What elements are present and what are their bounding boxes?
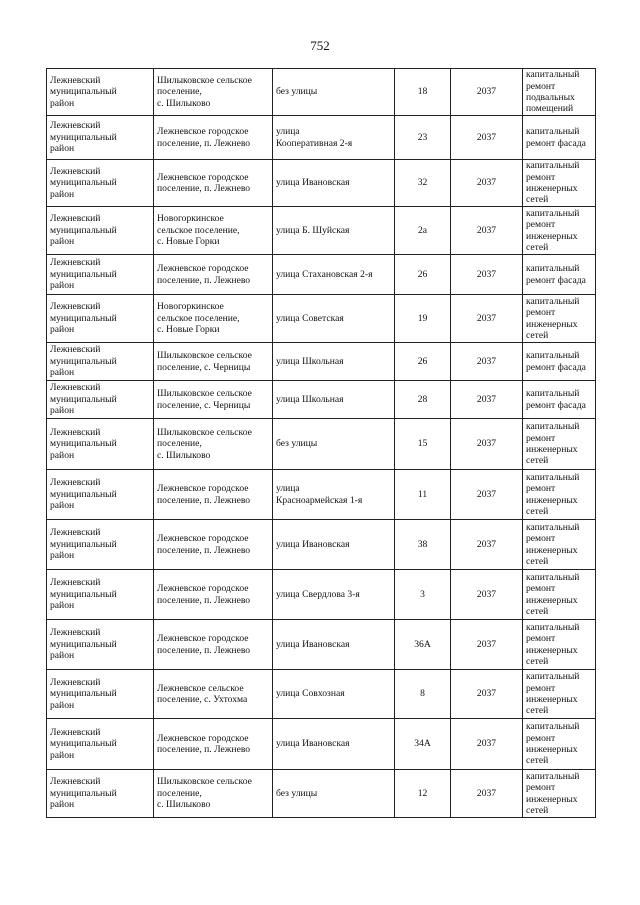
house-number-cell: 19 — [395, 295, 451, 343]
house-number-cell: 28 — [395, 381, 451, 419]
street-cell: улица Школьная — [273, 381, 395, 419]
street-cell: улица Школьная — [273, 343, 395, 381]
house-number-cell: 32 — [395, 160, 451, 207]
district-cell: Лежневский муниципальный район — [47, 69, 154, 116]
district-cell: Лежневский муниципальный район — [47, 343, 154, 381]
table-row — [47, 69, 596, 116]
house-number-cell: 11 — [395, 470, 451, 520]
street-cell: улица Совхозная — [273, 670, 395, 719]
district-cell: Лежневский муниципальный район — [47, 255, 154, 295]
table-row — [47, 160, 596, 207]
settlement-cell: Шилыковское сельское поселение, с. Черницы — [154, 381, 273, 419]
district-cell: Лежневский муниципальный район — [47, 620, 154, 670]
house-number-cell: 34А — [395, 719, 451, 770]
work-type-cell: капитальный ремонт инженерных сетей — [523, 470, 596, 520]
year-cell: 2037 — [451, 419, 523, 470]
settlement-cell: Шилыковское сельское поселение, с. Черницы — [154, 343, 273, 381]
settlement-cell: Лежневское городское поселение, п. Лежнево — [154, 620, 273, 670]
street-cell: улица Ивановская — [273, 160, 395, 207]
house-number-cell: 15 — [395, 419, 451, 470]
year-cell: 2037 — [451, 620, 523, 670]
year-cell: 2037 — [451, 160, 523, 207]
settlement-cell: Лежневское сельское поселение, с. Ухтохма — [154, 670, 273, 719]
repair-schedule-table — [46, 68, 596, 818]
district-cell: Лежневский муниципальный район — [47, 381, 154, 419]
table-row — [47, 470, 596, 520]
settlement-cell: Лежневское городское поселение, п. Лежнево — [154, 719, 273, 770]
street-cell: без улицы — [273, 770, 395, 818]
year-cell: 2037 — [451, 343, 523, 381]
street-cell: улица Ивановская — [273, 520, 395, 570]
year-cell: 2037 — [451, 381, 523, 419]
year-cell: 2037 — [451, 670, 523, 719]
district-cell: Лежневский муниципальный район — [47, 520, 154, 570]
district-cell: Лежневский муниципальный район — [47, 160, 154, 207]
table-row — [47, 570, 596, 620]
house-number-cell: 26 — [395, 343, 451, 381]
street-cell: улица Ивановская — [273, 620, 395, 670]
house-number-cell: 12 — [395, 770, 451, 818]
table-row — [47, 255, 596, 295]
district-cell: Лежневский муниципальный район — [47, 470, 154, 520]
settlement-cell: Лежневское городское поселение, п. Лежнево — [154, 570, 273, 620]
year-cell: 2037 — [451, 570, 523, 620]
year-cell: 2037 — [451, 719, 523, 770]
street-cell: улица Стахановская 2-я — [273, 255, 395, 295]
district-cell: Лежневский муниципальный район — [47, 719, 154, 770]
year-cell: 2037 — [451, 520, 523, 570]
street-cell: без улицы — [273, 419, 395, 470]
street-cell: улица Советская — [273, 295, 395, 343]
settlement-cell: Лежневское городское поселение, п. Лежнево — [154, 116, 273, 160]
settlement-cell: Новогоркинское сельское поселение, с. Новые Горки — [154, 295, 273, 343]
work-type-cell: капитальный ремонт инженерных сетей — [523, 520, 596, 570]
work-type-cell: капитальный ремонт инженерных сетей — [523, 419, 596, 470]
district-cell: Лежневский муниципальный район — [47, 419, 154, 470]
table-row — [47, 295, 596, 343]
district-cell: Лежневский муниципальный район — [47, 770, 154, 818]
settlement-cell: Лежневское городское поселение, п. Лежнево — [154, 160, 273, 207]
settlement-cell: Шилыковское сельское поселение, с. Шилыково — [154, 419, 273, 470]
house-number-cell: 36А — [395, 620, 451, 670]
district-cell: Лежневский муниципальный район — [47, 570, 154, 620]
street-cell: улица Б. Шуйская — [273, 207, 395, 255]
settlement-cell: Шилыковское сельское поселение, с. Шилыково — [154, 69, 273, 116]
house-number-cell: 23 — [395, 116, 451, 160]
page-number: 752 — [310, 38, 330, 53]
street-cell: без улицы — [273, 69, 395, 116]
house-number-cell: 8 — [395, 670, 451, 719]
year-cell: 2037 — [451, 116, 523, 160]
work-type-cell: капитальный ремонт инженерных сетей — [523, 570, 596, 620]
work-type-cell: капитальный ремонт инженерных сетей — [523, 207, 596, 255]
work-type-cell: капитальный ремонт инженерных сетей — [523, 160, 596, 207]
house-number-cell: 26 — [395, 255, 451, 295]
street-cell: улица Красноармейская 1-я — [273, 470, 395, 520]
table-row — [47, 719, 596, 770]
work-type-cell: капитальный ремонт фасада — [523, 116, 596, 160]
house-number-cell: 38 — [395, 520, 451, 570]
settlement-cell: Лежневское городское поселение, п. Лежнево — [154, 470, 273, 520]
table-row — [47, 670, 596, 719]
work-type-cell: капитальный ремонт подвальных помещений — [523, 69, 596, 116]
table-row — [47, 343, 596, 381]
work-type-cell: капитальный ремонт инженерных сетей — [523, 670, 596, 719]
settlement-cell: Новогоркинское сельское поселение, с. Новые Горки — [154, 207, 273, 255]
street-cell: улица Кооперативная 2-я — [273, 116, 395, 160]
year-cell: 2037 — [451, 69, 523, 116]
house-number-cell: 3 — [395, 570, 451, 620]
table-row — [47, 381, 596, 419]
work-type-cell: капитальный ремонт инженерных сетей — [523, 620, 596, 670]
table-row — [47, 770, 596, 818]
table-row — [47, 620, 596, 670]
settlement-cell: Лежневское городское поселение, п. Лежнево — [154, 255, 273, 295]
table-row — [47, 419, 596, 470]
settlement-cell: Шилыковское сельское поселение, с. Шилыково — [154, 770, 273, 818]
table-row — [47, 116, 596, 160]
district-cell: Лежневский муниципальный район — [47, 116, 154, 160]
street-cell: улица Ивановская — [273, 719, 395, 770]
year-cell: 2037 — [451, 207, 523, 255]
year-cell: 2037 — [451, 770, 523, 818]
house-number-cell: 18 — [395, 69, 451, 116]
work-type-cell: капитальный ремонт инженерных сетей — [523, 719, 596, 770]
house-number-cell: 2а — [395, 207, 451, 255]
table-row — [47, 207, 596, 255]
work-type-cell: капитальный ремонт фасада — [523, 255, 596, 295]
year-cell: 2037 — [451, 255, 523, 295]
work-type-cell: капитальный ремонт инженерных сетей — [523, 770, 596, 818]
district-cell: Лежневский муниципальный район — [47, 295, 154, 343]
street-cell: улица Свердлова 3-я — [273, 570, 395, 620]
settlement-cell: Лежневское городское поселение, п. Лежнево — [154, 520, 273, 570]
work-type-cell: капитальный ремонт фасада — [523, 343, 596, 381]
table-row — [47, 520, 596, 570]
year-cell: 2037 — [451, 470, 523, 520]
year-cell: 2037 — [451, 295, 523, 343]
district-cell: Лежневский муниципальный район — [47, 670, 154, 719]
work-type-cell: капитальный ремонт фасада — [523, 381, 596, 419]
work-type-cell: капитальный ремонт инженерных сетей — [523, 295, 596, 343]
district-cell: Лежневский муниципальный район — [47, 207, 154, 255]
